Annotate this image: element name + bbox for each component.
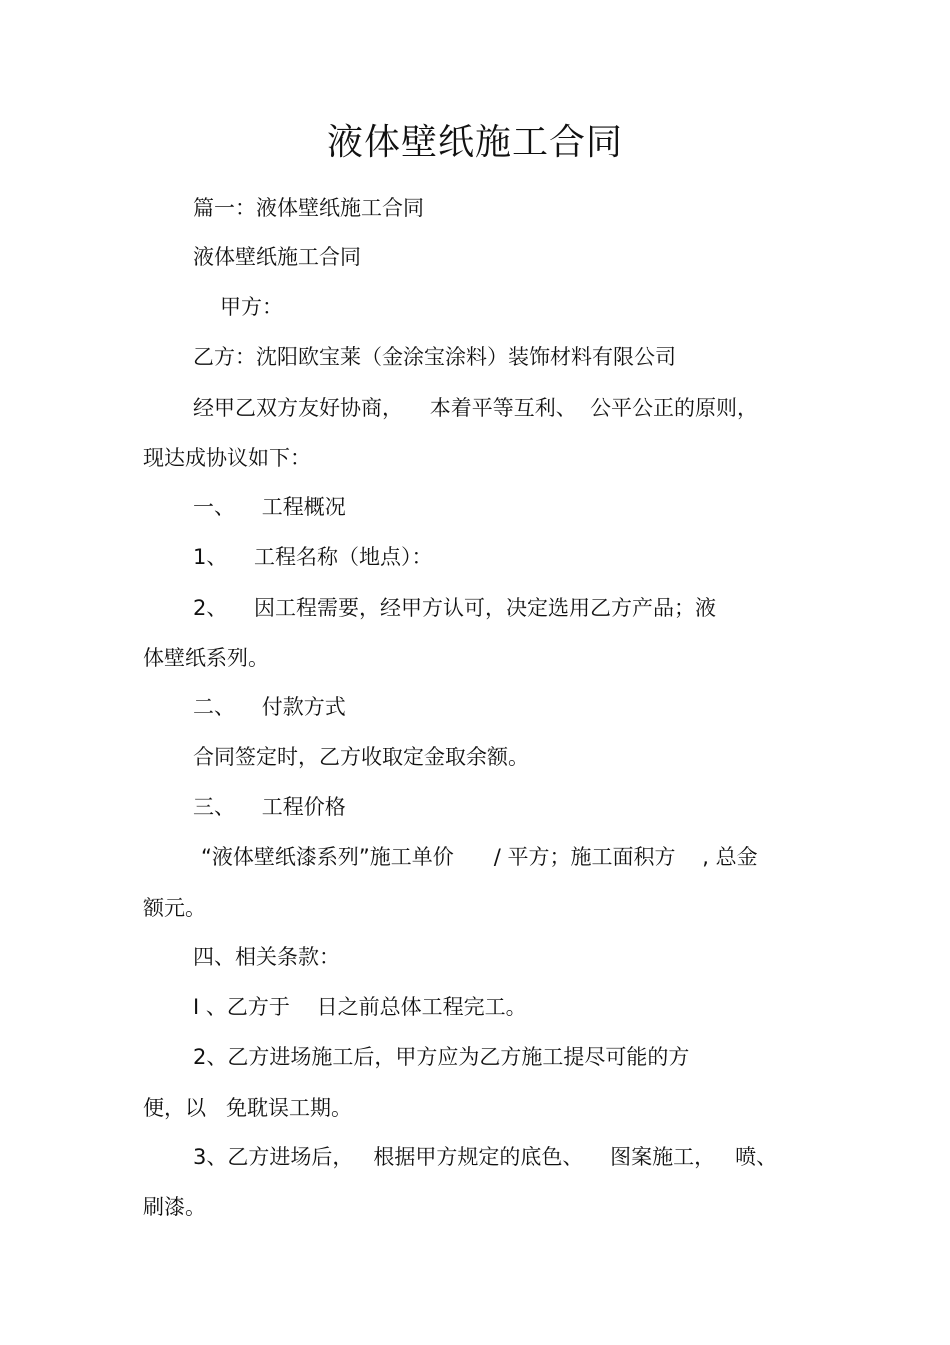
text-line: 甲方：: [220, 295, 283, 319]
text-line: 经甲乙双方友好协商， 本着平等互利、 公平公正的原则，: [193, 396, 759, 420]
section-heading: 一、 工程概况: [193, 495, 346, 519]
text-line: 2、乙方进场施工后，甲方应为乙方施工提尽可能的方: [193, 1045, 690, 1069]
text-line: 刷漆。: [143, 1195, 206, 1219]
text-line: 液体壁纸施工合同: [193, 245, 361, 269]
text-line: I 、乙方于 日之前总体工程完工。: [193, 995, 527, 1019]
text-line: 合同签定时，乙方收取定金取余额。: [193, 745, 529, 769]
text-line: 篇一：液体壁纸施工合同: [193, 196, 424, 220]
text-line: 1、 工程名称（地点）：: [193, 545, 433, 569]
section-heading: 三、 工程价格: [193, 795, 346, 819]
text-line: 便，以 免耽误工期。: [143, 1096, 353, 1120]
text-line: 乙方：沈阳欧宝莱（金涂宝涂料）装饰材料有限公司: [193, 345, 676, 369]
text-line: 额元。: [143, 896, 206, 920]
section-heading: 二、 付款方式: [193, 695, 346, 719]
text-line: 3、乙方进场后， 根据甲方规定的底色、 图案施工， 喷、: [193, 1145, 778, 1169]
text-line: “液体壁纸漆系列”施工单价 / 平方；施工面积方 , 总金: [201, 845, 758, 869]
text-line: 现达成协议如下：: [143, 446, 311, 470]
text-line: 体壁纸系列。: [143, 646, 269, 670]
text-line: 2、 因工程需要，经甲方认可，决定选用乙方产品；液: [193, 596, 717, 620]
section-heading: 四、相关条款：: [193, 945, 340, 969]
document-title: 液体壁纸施工合同: [326, 122, 623, 163]
